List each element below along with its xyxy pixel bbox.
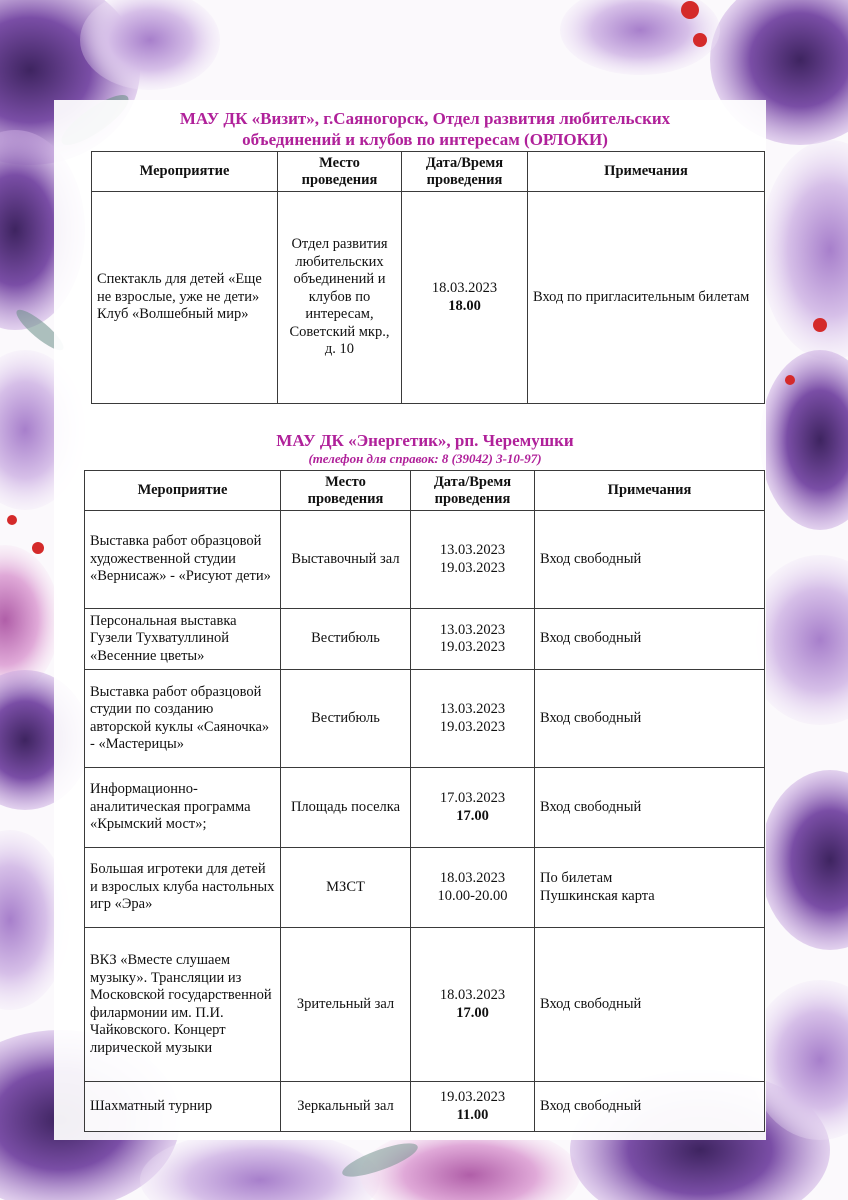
- date-cell: [411, 670, 535, 768]
- flower-right-4: [760, 770, 848, 950]
- date-text: 13.03.2023: [439, 701, 506, 717]
- section-2-table: [84, 470, 765, 1132]
- section-2-title: МАУ ДК «Энергетик», рп. Черемушки: [276, 431, 574, 450]
- date-text: 18.03.2023: [439, 870, 506, 886]
- flower-right-2: [760, 350, 848, 530]
- table-row: [85, 768, 765, 848]
- date-cell: [411, 609, 535, 670]
- section-1-title: [80, 108, 770, 150]
- place-cell: Выставочный зал: [281, 511, 411, 609]
- date-cell: [402, 192, 528, 404]
- date-cell: [411, 928, 535, 1082]
- note-text: По билетам: [540, 870, 613, 886]
- flower-right-1: [760, 140, 848, 360]
- section-1-title-line2: объединений и клубов по интересам (ОРЛОКИ): [242, 130, 608, 149]
- date-cell: [411, 511, 535, 609]
- date-cell: [411, 848, 535, 928]
- time-text: 18.00: [448, 297, 481, 314]
- date-text: 18.03.2023: [439, 987, 506, 1003]
- table-row: [85, 609, 765, 670]
- note-cell: Вход по пригласительным билетам: [528, 192, 765, 404]
- place-cell: Зрительный зал: [281, 928, 411, 1082]
- table-row: [85, 928, 765, 1082]
- date-text: 13.03.2023: [439, 621, 506, 638]
- header-place: Место проведения: [278, 152, 402, 192]
- event-cell: Выставка работ образцовой художественной студии «Вернисаж» - «Рисуют дети»: [85, 511, 281, 609]
- date-text: 19.03.2023: [439, 1089, 506, 1105]
- berry-left-2: [7, 515, 17, 525]
- berry-left: [32, 542, 44, 554]
- section-1-title-line1: МАУ ДК «Визит», г.Саяногорск, Отдел развития любительских: [179, 109, 671, 128]
- date-text: 17.03.2023: [439, 790, 506, 806]
- berry-right-2: [785, 375, 795, 385]
- table-row: [85, 1082, 765, 1132]
- date-text: 18.03.2023: [431, 280, 498, 296]
- table-row: [92, 192, 765, 404]
- time-range-text: 10.00-20.00: [437, 887, 508, 904]
- header-date: Дата/Время проведения: [402, 152, 528, 192]
- header-note: Примечания: [535, 471, 765, 511]
- date-text: 13.03.2023: [439, 542, 506, 558]
- berry-right: [813, 318, 827, 332]
- event-cell: Спектакль для детей «Еще не взрослые, уже не дети» Клуб «Волшебный мир»: [92, 192, 278, 404]
- place-cell: Зеркальный зал: [281, 1082, 411, 1132]
- section-1-table: [91, 151, 765, 404]
- header-event: Мероприятие: [85, 471, 281, 511]
- place-cell: Площадь поселка: [281, 768, 411, 848]
- note-cell: [535, 848, 765, 928]
- note-cell: Вход свободный: [535, 670, 765, 768]
- event-cell: Большая игротеки для детей и взрослых клуба настольных игр «Эра»: [85, 848, 281, 928]
- place-cell: Вестибюль: [281, 609, 411, 670]
- event-cell: ВКЗ «Вместе слушаем музыку». Трансляции из Московской государственной филармонии им. П.И. Чайковского. Концерт лирической музыки: [85, 928, 281, 1082]
- table-header-row: [85, 471, 765, 511]
- table-row: [85, 670, 765, 768]
- note-cell: Вход свободный: [535, 1082, 765, 1132]
- time-text: 17.00: [456, 807, 489, 824]
- event-cell: Шахматный турнир: [85, 1082, 281, 1132]
- berry-top-right-2: [693, 33, 707, 47]
- time-text: 17.00: [456, 1004, 489, 1021]
- time-text: 11.00: [456, 1106, 489, 1123]
- note-cell: Вход свободный: [535, 609, 765, 670]
- event-cell: Персональная выставка Гузели Тухватуллиной «Весенние цветы»: [85, 609, 281, 670]
- note-cell: Вход свободный: [535, 928, 765, 1082]
- note-text-2: Пушкинская карта: [540, 887, 655, 904]
- header-note: Примечания: [528, 152, 765, 192]
- date-cell: [411, 1082, 535, 1132]
- table-row: [85, 848, 765, 928]
- header-place: Место проведения: [281, 471, 411, 511]
- place-cell: Вестибюль: [281, 670, 411, 768]
- date-end-text: 19.03.2023: [439, 639, 506, 655]
- header-date: Дата/Время проведения: [411, 471, 535, 511]
- date-end-text: 19.03.2023: [439, 559, 506, 576]
- note-cell: Вход свободный: [535, 511, 765, 609]
- note-cell: Вход свободный: [535, 768, 765, 848]
- table-header-row: [92, 152, 765, 192]
- place-cell: Отдел развития любительских объединений и клубов по интересам, Советский мкр., д. 10: [278, 192, 402, 404]
- event-cell: Информационно-аналитическая программа «Крымский мост»;: [85, 768, 281, 848]
- date-end-text: 19.03.2023: [439, 718, 506, 735]
- berry-top-right: [681, 1, 699, 19]
- date-cell: [411, 768, 535, 848]
- event-cell: Выставка работ образцовой студии по созданию авторской куклы «Саяночка» - «Мастерицы»: [85, 670, 281, 768]
- header-event: Мероприятие: [92, 152, 278, 192]
- section-2-subtitle: (телефон для справок: 8 (39042) 3-10-97): [308, 451, 542, 466]
- table-row: [85, 511, 765, 609]
- place-cell: МЗСТ: [281, 848, 411, 928]
